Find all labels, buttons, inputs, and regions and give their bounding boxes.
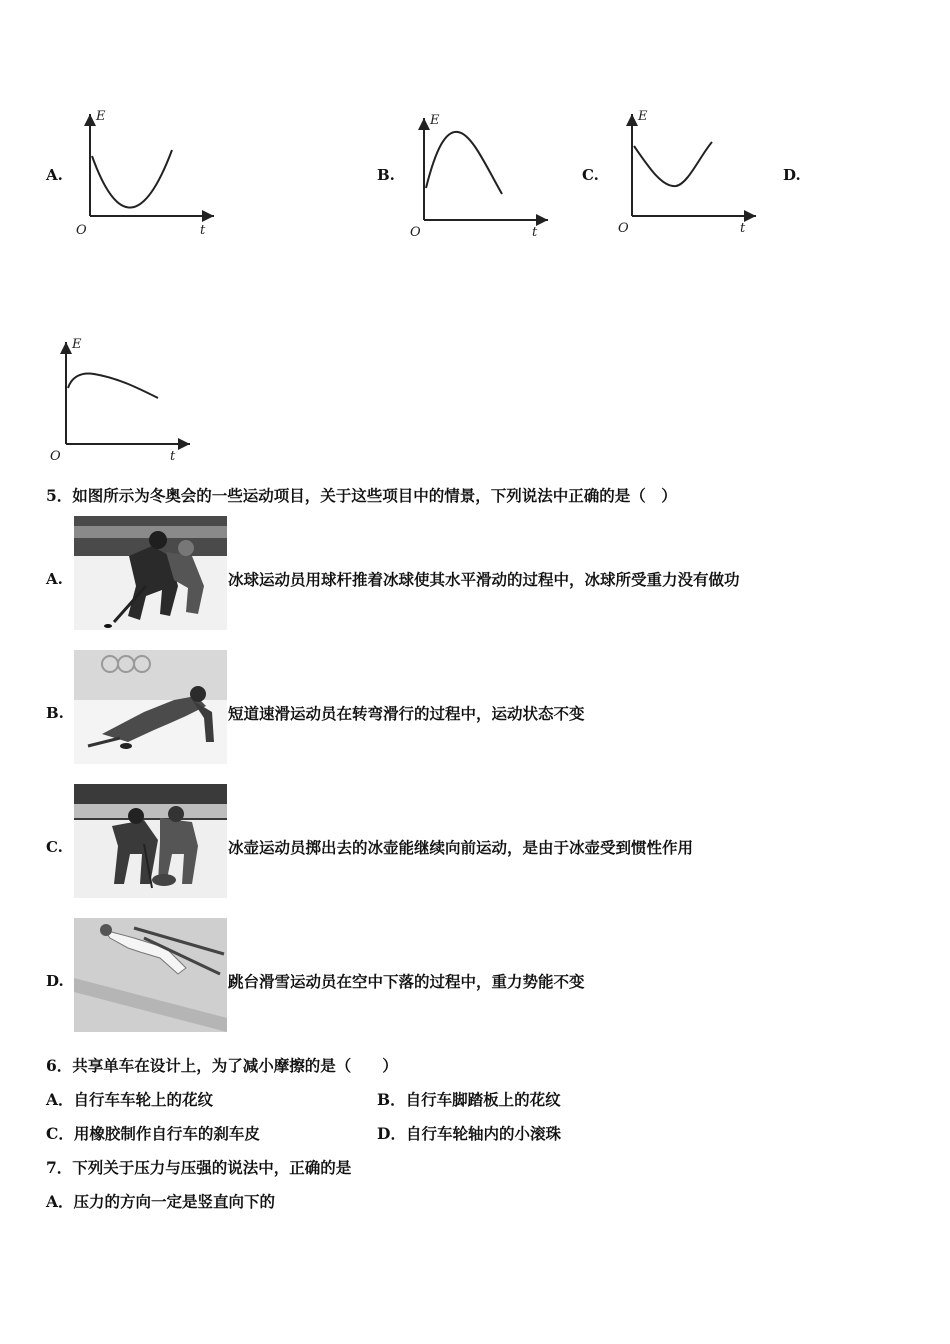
q7-stem: 7．下列关于压力与压强的说法中，正确的是 [46,1158,352,1177]
q4-option-a-label: A. [46,166,63,184]
energy-curve [634,142,712,186]
q7-option-a-text: 压力的方向一定是竖直向下的 [73,1192,276,1211]
q5-option-c-label: C. [46,838,63,856]
q6-option-a [46,1088,213,1110]
y-axis-label: E [72,337,82,352]
q5-option-c-text: 冰壶运动员掷出去的冰壶能继续向前运动，是由于冰壶受到惯性作用 [228,838,694,857]
energy-curve [426,132,502,194]
energy-curve [92,150,172,208]
q5-option-a-text: 冰球运动员用球杆推着冰球使其水平滑动的过程中，冰球所受重力没有做功 [228,570,740,589]
q4-option-b-label: B. [377,166,395,184]
q6-option-c-text: 用橡胶制作自行车的刹车皮 [73,1124,260,1143]
y-axis-label: E [638,109,648,124]
q5-stem: 5．如图所示为冬奥会的一些运动项目，关于这些项目中的情景，下列说法中正确的是（ ） [46,486,677,505]
q6-option-a-text: 自行车车轮上的花纹 [73,1090,214,1109]
ski-jumping-photo [74,918,227,1032]
q7-option-a-label: A． [46,1192,74,1211]
ice-hockey-photo [74,516,227,630]
q6-option-b-text: 自行车脚踏板上的花纹 [405,1090,561,1109]
q5-option-d-label: D. [46,972,64,990]
origin-label: O [76,223,87,238]
q5-option-b-label: B. [46,704,64,722]
q6-option-c [46,1122,260,1144]
energy-curve [68,374,158,398]
x-axis-label: t [740,221,746,236]
y-axis-label: E [430,113,440,128]
origin-label: O [50,449,61,464]
q4-graph-c [614,104,764,239]
q5-option-d-text: 跳台滑雪运动员在空中下落的过程中，重力势能不变 [228,972,585,991]
x-axis-label: t [200,223,206,238]
q6-option-d [377,1122,561,1144]
q5-option-a-label: A. [46,570,63,588]
q5-option-b-text: 短道速滑运动员在转弯滑行的过程中，运动状态不变 [228,704,585,723]
x-axis-label: t [532,225,538,240]
q4-graph-d [48,334,198,469]
q6-option-d-text: 自行车轮轴内的小滚珠 [405,1124,561,1143]
q6-option-b [377,1088,561,1110]
q6-option-d-label: D． [377,1124,406,1143]
curling-photo [74,784,227,898]
q6-option-a-label: A． [46,1090,74,1109]
q4-graph-a [72,104,222,239]
q6-option-b-label: B． [377,1090,406,1109]
origin-label: O [618,221,629,236]
x-axis-label: t [170,449,176,464]
q4-graph-b [406,108,556,243]
q4-option-d-label: D. [783,166,801,184]
origin-label: O [410,225,421,240]
q4-option-c-label: C. [582,166,599,184]
q6-option-c-label: C． [46,1124,74,1143]
y-axis-label: E [96,109,106,124]
speed-skating-photo [74,650,227,764]
q7-option-a [46,1190,275,1212]
q6-stem: 6．共享单车在设计上，为了减小摩擦的是（ ） [46,1056,398,1075]
